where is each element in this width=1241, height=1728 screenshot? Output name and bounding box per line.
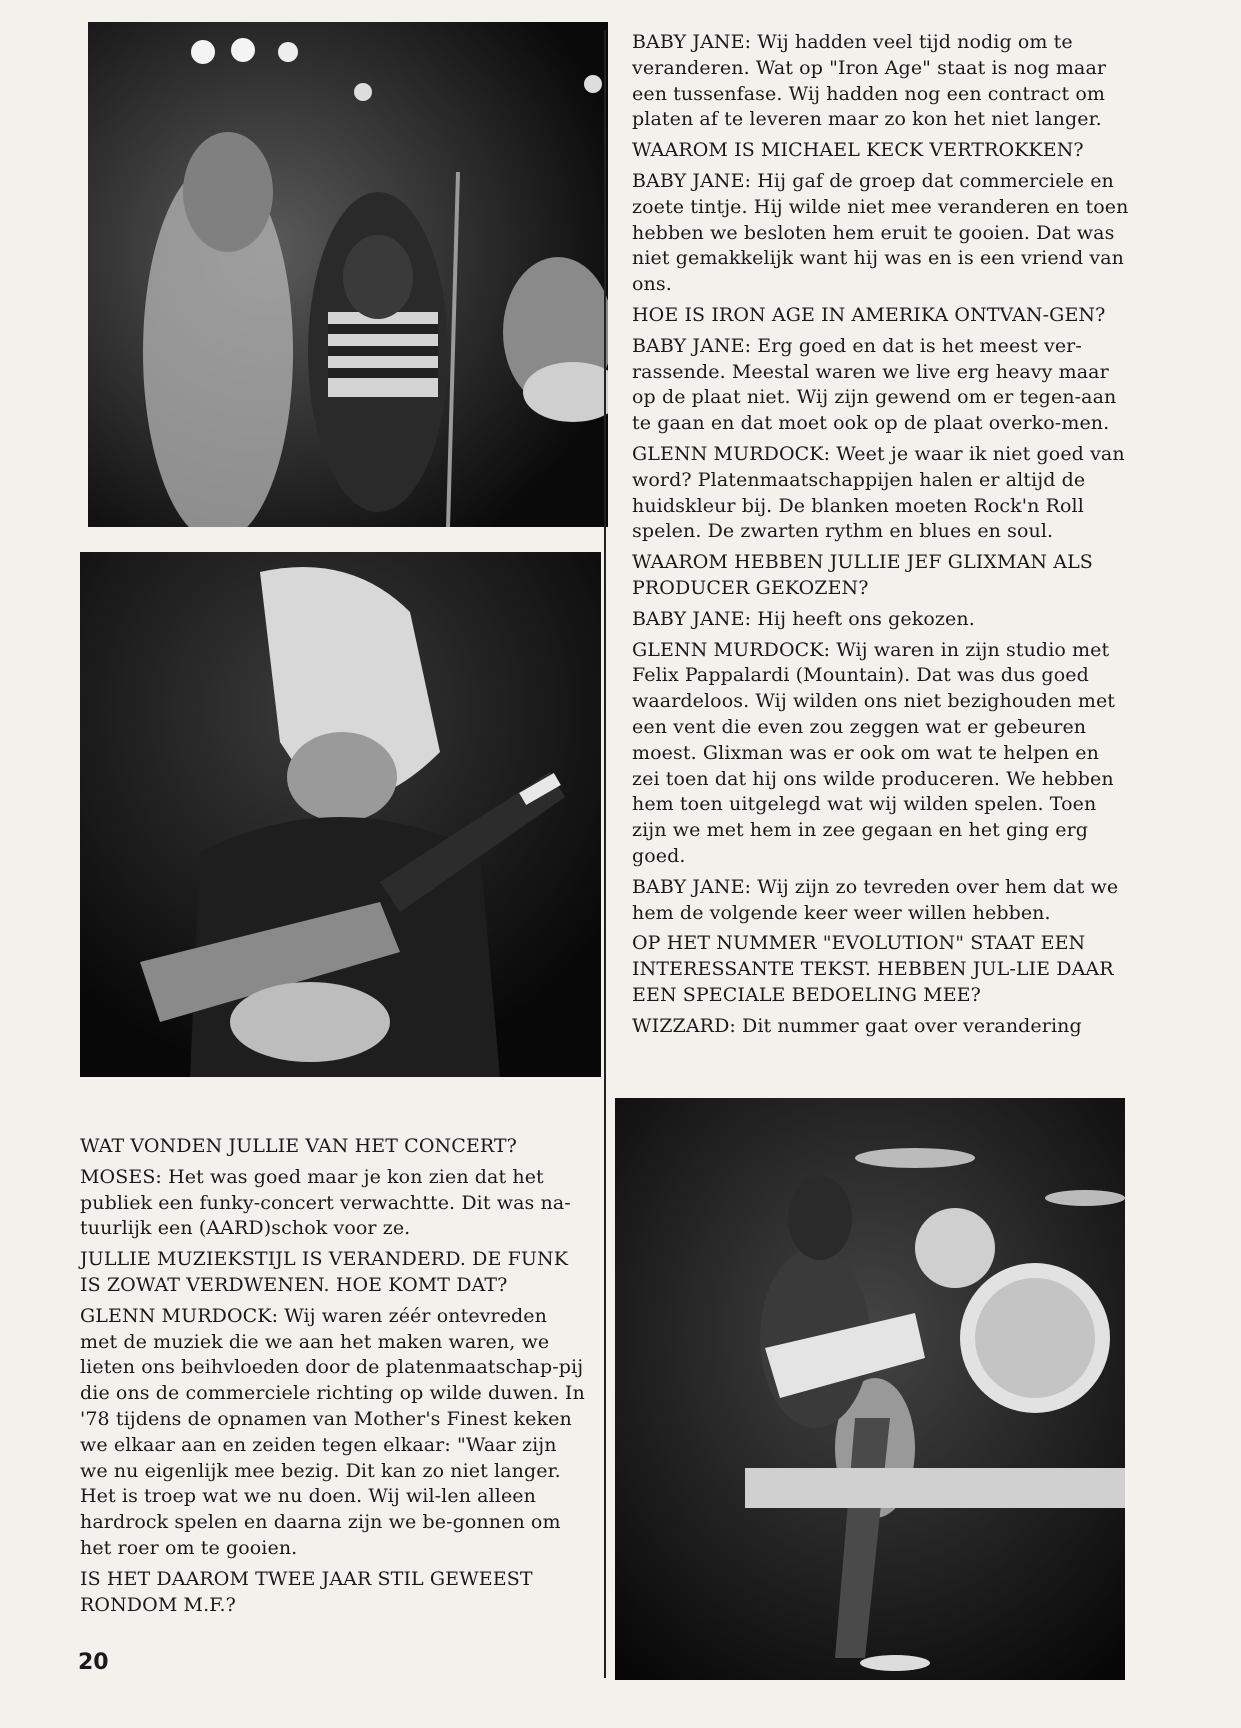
right-paragraph: BABY JANE: Hij heeft ons gekozen. xyxy=(632,607,975,630)
page-number: 20 xyxy=(78,1650,109,1675)
left-paragraph: GLENN MURDOCK: Wij waren zéér ontevreden met de muziek die we aan het maken waren, we lieten ons beihvloeden door de platenmaatschap-pij die ons de commerciele richting op wilde duwen. In '78 tijdens de opnamen van Mother's Finest keken we elkaar aan en zeiden tegen elkaar: "Waar zijn we nu eigenlijk mee bezig. Dit kan zo niet langer. Het is troep wat we nu doen. Wij wil-len alleen hardrock spelen en daarna zijn we be-gonnen om het roer om te gooien. xyxy=(80,1304,585,1559)
right-paragraph: BABY JANE: Wij zijn zo tevreden over hem dat we hem de volgende keer weer willen hebben. xyxy=(632,875,1119,924)
interview-question: WAAROM HEBBEN JULLIE JEF GLIXMAN ALS PRODUCER GEKOZEN? xyxy=(632,551,1093,599)
right-paragraph: WIZZARD: Dit nummer gaat over verandering xyxy=(632,1014,1082,1037)
right-paragraph: BABY JANE: Wij hadden veel tijd nodig om te veranderen. Wat op "Iron Age" staat is nog maar een tussenfase. Wij hadden nog een contract om platen af te leveren maar zo kon het niet langer. xyxy=(632,31,1107,131)
interview-question: OP HET NUMMER "EVOLUTION" STAAT EEN INTERESSANTE TEKST. HEBBEN JUL-LIE DAAR EEN SPECIALE BEDOELING MEE? xyxy=(632,932,1114,1006)
interview-question: WAAROM IS MICHAEL KECK VERTROKKEN? xyxy=(632,139,1084,162)
right-paragraph: GLENN MURDOCK: Weet je waar ik niet goed van word? Platenmaatschappijen halen er altijd de huidskleur bij. De blanken moeten Rock'n Roll spelen. De zwarten rythm en blues en soul. xyxy=(632,442,1125,543)
interview-question: IS HET DAAROM TWEE JAAR STIL GEWEEST RONDOM M.F.? xyxy=(80,1567,533,1616)
concert-photo-bassist-drums xyxy=(615,1098,1125,1680)
right-paragraph: GLENN MURDOCK: Wij waren in zijn studio met Felix Pappalardi (Mountain). Dat was dus goed waardeloos. Wij wilden ons niet bezighouden met een vent die even zou zeggen wat er gebeuren moest. Glixman was er ook om wat te helpen en zei toen dat hij ons wilde produceren. We hebben hem toen uitgelegd wat wij wilden spelen. Toen zijn we met hem in zee gegaan en het ging erg goed. xyxy=(632,638,1116,867)
left-column-text xyxy=(80,1134,590,1623)
concert-photo-band-stage xyxy=(88,22,608,527)
right-column-text xyxy=(632,30,1132,1044)
left-paragraph: MOSES: Het was goed maar je kon zien dat het publiek een funky-concert verwachtte. Dit was na-tuurlijk een (AARD)schok voor ze. xyxy=(80,1165,571,1240)
interview-question: HOE IS IRON AGE IN AMERIKA ONTVAN-GEN? xyxy=(632,303,1106,326)
right-paragraph: BABY JANE: Erg goed en dat is het meest ver-rassende. Meestal waren we live erg heavy maar op de plaat niet. Wij zijn gewend om er tegen-aan te gaan en dat moet ook op de plaat overko-men. xyxy=(632,334,1117,435)
interview-question: WAT VONDEN JULLIE VAN HET CONCERT? xyxy=(80,1135,517,1157)
column-divider xyxy=(604,30,606,1678)
interview-question: JULLIE MUZIEKSTIJL IS VERANDERD. DE FUNK IS ZOWAT VERDWENEN. HOE KOMT DAT? xyxy=(80,1248,568,1296)
right-paragraph: BABY JANE: Hij gaf de groep dat commerciele en zoete tintje. Hij wilde niet mee veranderen en toen hebben we besloten hem eruit te gooien. Dat was niet gemakkelijk want hij was en is een vriend van ons. xyxy=(632,169,1129,296)
concert-photo-blond-guitarist xyxy=(80,552,601,1077)
